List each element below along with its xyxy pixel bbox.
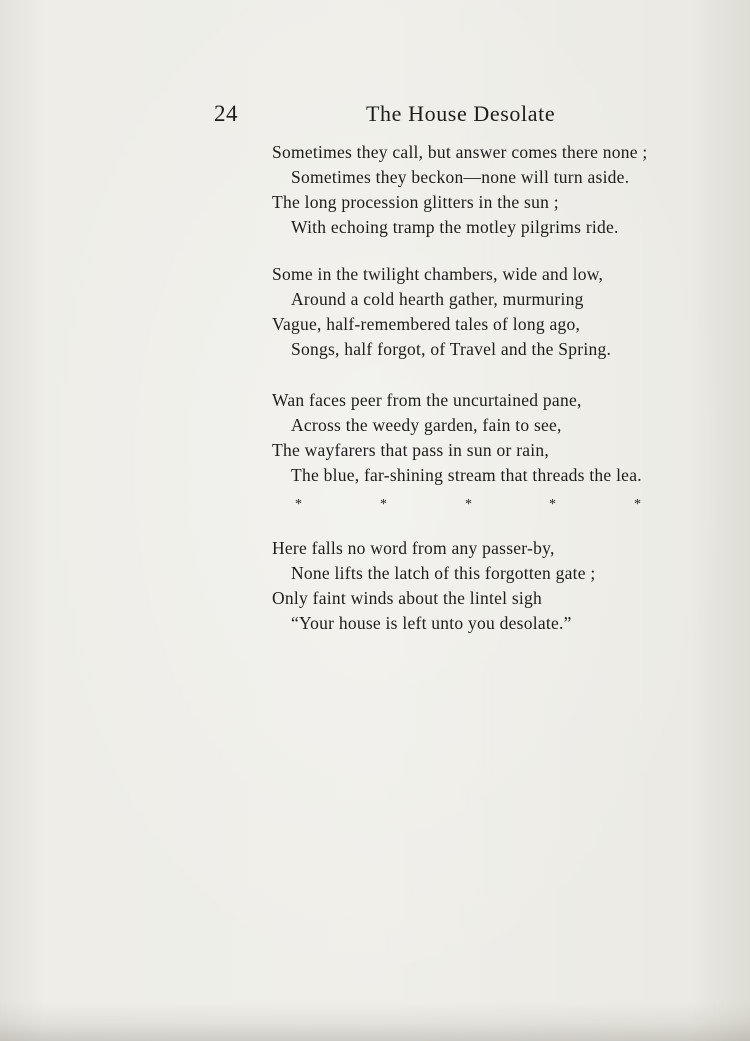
asterisk: *	[549, 497, 556, 512]
poem-line: The blue, far-shining stream that threads the lea.	[291, 465, 642, 485]
page-bottom-edge	[0, 1001, 750, 1041]
asterisk: *	[634, 497, 641, 512]
poem-line: Across the weedy garden, fain to see,	[291, 415, 562, 435]
poem-line: Wan faces peer from the uncurtained pane,	[272, 390, 582, 410]
asterisk: *	[465, 497, 472, 512]
poem-line: Sometimes they call, but answer comes there none ;	[272, 142, 648, 162]
poem-line: The long procession glitters in the sun ;	[272, 192, 559, 212]
asterisk: *	[380, 497, 387, 512]
poem-line: Around a cold hearth gather, murmuring	[291, 289, 584, 309]
poem-line: The wayfarers that pass in sun or rain,	[272, 440, 550, 460]
poem-line: Songs, half forgot, of Travel and the Spring.	[291, 339, 612, 359]
section-break	[0, 497, 750, 517]
poem-line: Vague, half-remembered tales of long ago,	[272, 314, 581, 334]
poem-line: With echoing tramp the motley pilgrims ride.	[291, 217, 619, 237]
poem-line: Here falls no word from any passer-by,	[272, 538, 555, 558]
poem-line: “Your house is left unto you desolate.”	[291, 613, 572, 633]
poem-line: Sometimes they beckon—none will turn aside.	[291, 167, 630, 187]
page-number: 24	[214, 101, 238, 126]
asterisk: *	[295, 497, 302, 512]
page-header	[0, 101, 750, 135]
poem-line: None lifts the latch of this forgotten gate ;	[291, 563, 596, 583]
running-title: The House Desolate	[366, 101, 556, 126]
poem-line: Some in the twilight chambers, wide and low,	[272, 264, 604, 284]
poem-line: Only faint winds about the lintel sigh	[272, 588, 543, 608]
